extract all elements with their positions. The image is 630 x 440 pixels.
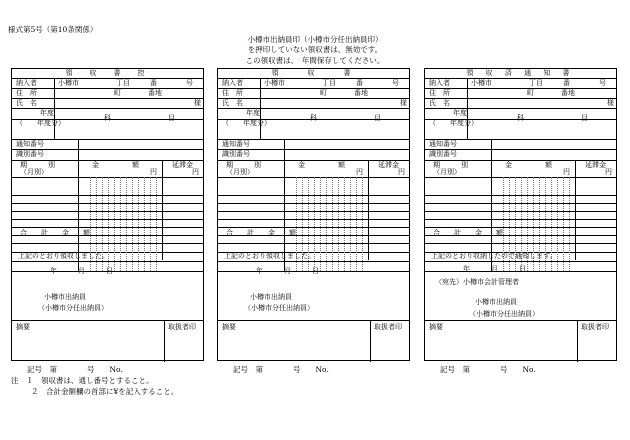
col-line xyxy=(491,139,492,160)
yen-label: 円 xyxy=(605,168,612,176)
col-line xyxy=(162,160,163,260)
note-2: ２ 合計金額欄の首部に¥を記入すること。 xyxy=(31,387,179,396)
yen-label: 円 xyxy=(398,168,405,176)
notice-line-3: この領収書は、 年間保存してください。 xyxy=(245,56,385,65)
go-label: 号 xyxy=(186,79,193,87)
digit-line xyxy=(126,177,127,271)
record-number: 記号 第 号 No. xyxy=(440,365,536,374)
digit-line xyxy=(132,177,133,271)
yen-label: 円 xyxy=(356,168,363,176)
record-number: 記号 第 号 No. xyxy=(233,365,329,374)
digit-line xyxy=(344,177,345,271)
notice-line-2: を押印していない領収書は、無効です。 xyxy=(247,45,383,54)
address-label: 住 所 xyxy=(16,89,37,97)
amount-label: 金 xyxy=(298,161,305,169)
row-line xyxy=(12,88,203,89)
date-text: 年 月 日 xyxy=(50,267,113,275)
received-text: 上記のとおり領収しました。 xyxy=(18,252,109,260)
moku-label: 目 xyxy=(168,114,175,122)
nendo-sub-label: （ 年度分） xyxy=(429,119,478,127)
digit-line xyxy=(120,177,121,271)
notice-number-label: 通知番号 xyxy=(429,140,457,148)
chome-label: 丁目 xyxy=(529,79,543,87)
period-sub-label: （月別） xyxy=(433,168,461,176)
banchi-label: 番地 xyxy=(148,89,162,97)
payer-label: 納入者 xyxy=(222,79,243,87)
city-label: 小樽市 xyxy=(58,79,79,87)
row-line xyxy=(425,98,616,99)
name-label: 氏 名 xyxy=(429,99,450,107)
chome-label: 丁目 xyxy=(116,79,130,87)
row-line xyxy=(218,78,409,79)
late-fee-label: 延滞金 xyxy=(585,161,606,169)
col-line xyxy=(368,160,369,260)
total-label: 合 計 金 額 xyxy=(20,229,90,237)
row-line xyxy=(12,78,203,79)
id-number-label: 識別番号 xyxy=(429,150,457,158)
col-line xyxy=(577,320,578,362)
amount-label: 金 xyxy=(505,161,512,169)
digit-line xyxy=(144,177,145,271)
moku-label: 目 xyxy=(581,114,588,122)
yen-label: 円 xyxy=(150,168,157,176)
sama-label: 様 xyxy=(400,99,407,107)
official-line-1: （宛先）小樽市会計管理者 xyxy=(435,278,519,286)
digit-line xyxy=(338,177,339,271)
memo-label: 摘要 xyxy=(16,323,30,331)
col-line xyxy=(78,139,79,160)
form-number: 様式第5号（第10条関係） xyxy=(8,25,98,34)
period-sub-label: （月別） xyxy=(226,168,254,176)
nendo-label: 年度 xyxy=(40,109,54,117)
nendo-sub-label: （ 年度分） xyxy=(16,119,65,127)
handler-seal-label: 取扱者印 xyxy=(168,323,196,331)
row-line xyxy=(218,98,409,99)
late-fee-label: 延滞金 xyxy=(172,161,193,169)
date-text: 年 月 日 xyxy=(256,267,319,275)
total-label: 合 計 金 額 xyxy=(433,229,503,237)
col-line xyxy=(575,160,576,260)
town-label: 町 xyxy=(320,89,327,97)
received-text: 上記のとおり領収しました。 xyxy=(224,252,315,260)
col-line xyxy=(370,320,371,362)
late-fee-label: 延滞金 xyxy=(378,161,399,169)
address-label: 住 所 xyxy=(222,89,243,97)
digit-line xyxy=(138,177,139,271)
total-label: 合 計 金 額 xyxy=(226,229,296,237)
kamoku-label: 科 xyxy=(310,114,317,122)
official-line-1: 小樽市出納員 xyxy=(44,293,86,301)
chome-label: 丁目 xyxy=(322,79,336,87)
handler-seal-label: 取扱者印 xyxy=(581,323,609,331)
city-label: 小樽市 xyxy=(264,79,285,87)
period-label: 期 別 xyxy=(20,161,55,169)
date-text: 年 月 日 xyxy=(463,265,526,273)
go-label: 号 xyxy=(392,79,399,87)
receipt-form xyxy=(424,68,617,361)
period-sub-label: （月別） xyxy=(20,168,48,176)
digit-line xyxy=(356,177,357,271)
amount-label: 額 xyxy=(132,161,139,169)
nendo-sub-label: （ 年度分） xyxy=(222,119,271,127)
digit-line xyxy=(332,177,333,271)
digit-line xyxy=(563,177,564,271)
receipt-form xyxy=(11,68,204,361)
ban-label: 番 xyxy=(356,79,363,87)
name-label: 氏 名 xyxy=(222,99,243,107)
row-line xyxy=(218,320,409,321)
period-label: 期 別 xyxy=(433,161,468,169)
memo-label: 摘要 xyxy=(222,323,236,331)
handler-seal-label: 取扱者印 xyxy=(374,323,402,331)
notice-number-label: 通知番号 xyxy=(222,140,250,148)
yen-label: 円 xyxy=(563,168,570,176)
row-line xyxy=(425,320,616,321)
town-label: 町 xyxy=(527,89,534,97)
row-line xyxy=(425,78,616,79)
kamoku-label: 科 xyxy=(104,114,111,122)
digit-line xyxy=(156,177,157,271)
official-line-3: （小樽市分任出納員） xyxy=(469,310,539,318)
ban-label: 番 xyxy=(563,79,570,87)
banchi-label: 番地 xyxy=(354,89,368,97)
yen-label: 円 xyxy=(192,168,199,176)
town-label: 町 xyxy=(114,89,121,97)
city-label: 小樽市 xyxy=(471,79,492,87)
official-line-2: （小樽市分任出納員） xyxy=(244,304,314,312)
received-text: 上記のとおり収納したので通知します。 xyxy=(431,252,557,260)
digit-line xyxy=(569,177,570,271)
col-line xyxy=(164,320,165,362)
banchi-label: 番地 xyxy=(561,89,575,97)
official-line-2: （小樽市分任出納員） xyxy=(38,304,108,312)
col-line xyxy=(284,139,285,160)
digit-line xyxy=(350,177,351,271)
sama-label: 様 xyxy=(607,99,614,107)
official-line-2: 小樽市出納員 xyxy=(475,298,517,306)
notice-line-1: 小樽市出納員印（小樽市分任出納員印） xyxy=(247,35,383,44)
receipt-form xyxy=(217,68,410,361)
digit-line xyxy=(362,177,363,271)
sama-label: 様 xyxy=(194,99,201,107)
form-title: 領 収 済 通 知 書 xyxy=(466,69,575,77)
note-1: 注 １ 領収書は、通し番号とすること。 xyxy=(11,376,154,385)
row-line xyxy=(12,320,203,321)
digit-line xyxy=(326,177,327,271)
digit-line xyxy=(150,177,151,271)
id-number-label: 識別番号 xyxy=(16,150,44,158)
moku-label: 目 xyxy=(374,114,381,122)
col-line xyxy=(54,78,55,139)
col-line xyxy=(467,78,468,139)
name-label: 氏 名 xyxy=(16,99,37,107)
nendo-label: 年度 xyxy=(246,109,260,117)
digit-line xyxy=(320,177,321,271)
row-line xyxy=(12,98,203,99)
amount-label: 額 xyxy=(545,161,552,169)
official-line-1: 小樽市出納員 xyxy=(250,293,292,301)
digit-line xyxy=(557,177,558,271)
row-line xyxy=(425,88,616,89)
period-label: 期 別 xyxy=(226,161,261,169)
id-number-label: 識別番号 xyxy=(222,150,250,158)
col-line xyxy=(260,78,261,139)
form-title: 領 収 書 xyxy=(271,69,356,77)
payer-label: 納入者 xyxy=(16,79,37,87)
amount-label: 金 xyxy=(92,161,99,169)
form-title: 領 収 書 控 xyxy=(65,69,150,77)
notice-number-label: 通知番号 xyxy=(16,140,44,148)
address-label: 住 所 xyxy=(429,89,450,97)
go-label: 号 xyxy=(599,79,606,87)
amount-label: 額 xyxy=(338,161,345,169)
record-number: 記号 第 号 No. xyxy=(27,365,123,374)
digit-line xyxy=(114,177,115,271)
ban-label: 番 xyxy=(150,79,157,87)
row-line xyxy=(218,88,409,89)
nendo-label: 年度 xyxy=(453,109,467,117)
memo-label: 摘要 xyxy=(429,323,443,331)
payer-label: 納入者 xyxy=(429,79,450,87)
kamoku-label: 科 xyxy=(517,114,524,122)
